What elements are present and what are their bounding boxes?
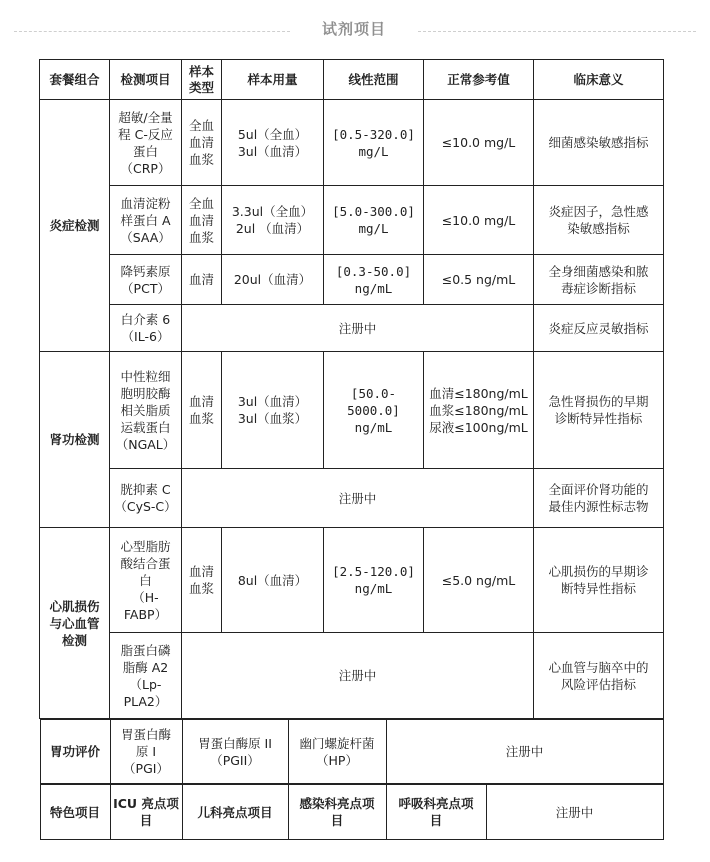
item-cell: 降钙素原 （PCT） bbox=[110, 255, 182, 305]
registering-cell: 注册中 bbox=[486, 785, 663, 840]
sample-type-cell: 血清 血浆 bbox=[182, 528, 222, 633]
significance-cell: 急性肾损伤的早期 诊断特异性指标 bbox=[534, 352, 664, 469]
table-row bbox=[40, 469, 664, 528]
significance-cell: 心血管与脑卒中的 风险评估指标 bbox=[534, 633, 664, 719]
item-cell: 幽门螺旋杆菌 （HP） bbox=[288, 720, 386, 784]
header-significance: 临床意义 bbox=[534, 60, 664, 100]
header-sample-type: 样本 类型 bbox=[182, 60, 222, 100]
item-cell: 呼吸科亮点项 目 bbox=[386, 785, 486, 840]
volume-cell: 20ul（血清） bbox=[222, 255, 324, 305]
table-row bbox=[40, 305, 664, 352]
item-cell: 超敏/全量 程 C-反应 蛋白 （CRP） bbox=[110, 100, 182, 186]
reference-cell: ≤0.5 ng/mL bbox=[424, 255, 534, 305]
significance-cell: 全身细菌感染和脓 毒症诊断指标 bbox=[534, 255, 664, 305]
item-cell: 感染科亮点项 目 bbox=[288, 785, 386, 840]
item-cell: 中性粒细 胞明胶酶 相关脂质 运载蛋白 （NGAL） bbox=[110, 352, 182, 469]
registering-cell: 注册中 bbox=[182, 633, 534, 719]
item-cell: ICU 亮点项 目 bbox=[110, 785, 182, 840]
reference-cell: 血清≤180ng/mL 血浆≤180ng/mL 尿液≤100ng/mL bbox=[424, 352, 534, 469]
header-linear-range: 线性范围 bbox=[324, 60, 424, 100]
category-inflammation: 炎症检测 bbox=[40, 100, 110, 352]
table-row bbox=[40, 719, 664, 785]
reference-cell: ≤10.0 mg/L bbox=[424, 100, 534, 186]
title-divider-right bbox=[418, 31, 696, 32]
significance-cell: 全面评价肾功能的 最佳内源性标志物 bbox=[534, 469, 664, 528]
volume-cell: 5ul（全血） 3ul（血清） bbox=[222, 100, 324, 186]
reagent-table bbox=[39, 59, 664, 840]
sample-type-cell: 血清 血浆 bbox=[182, 352, 222, 469]
header-sample-volume: 样本用量 bbox=[222, 60, 324, 100]
header-row bbox=[40, 60, 664, 100]
table-row bbox=[40, 352, 664, 469]
item-cell: 胃蛋白酶原 II （PGII） bbox=[182, 720, 288, 784]
table-row bbox=[40, 528, 664, 633]
volume-cell: 3.3ul（全血） 2ul （血清） bbox=[222, 186, 324, 255]
item-cell: 胃蛋白酶 原 I （PGI） bbox=[110, 720, 182, 784]
category-kidney: 肾功检测 bbox=[40, 352, 110, 528]
title-divider-left bbox=[14, 31, 290, 32]
volume-cell: 3ul（血清） 3ul（血浆） bbox=[222, 352, 324, 469]
category-cardio: 心肌损伤 与心血管 检测 bbox=[40, 528, 110, 719]
range-cell: [5.0-300.0] mg/L bbox=[324, 186, 424, 255]
stomach-subtable bbox=[40, 719, 664, 784]
item-cell: 血清淀粉 样蛋白 A （SAA） bbox=[110, 186, 182, 255]
item-cell: 脂蛋白磷 脂酶 A2 （Lp- PLA2） bbox=[110, 633, 182, 719]
sample-type-cell: 全血 血清 血浆 bbox=[182, 100, 222, 186]
significance-cell: 炎症反应灵敏指标 bbox=[534, 305, 664, 352]
header-reference: 正常参考值 bbox=[424, 60, 534, 100]
range-cell: [50.0-5000.0] ng/mL bbox=[324, 352, 424, 469]
range-cell: [0.3-50.0] ng/mL bbox=[324, 255, 424, 305]
significance-cell: 心肌损伤的早期诊 断特异性指标 bbox=[534, 528, 664, 633]
header-package: 套餐组合 bbox=[40, 60, 110, 100]
range-cell: [2.5-120.0] ng/mL bbox=[324, 528, 424, 633]
table-row bbox=[40, 100, 664, 186]
item-cell: 白介素 6 （IL-6） bbox=[110, 305, 182, 352]
table-row bbox=[40, 784, 664, 840]
registering-cell: 注册中 bbox=[182, 305, 534, 352]
item-cell: 儿科亮点项目 bbox=[182, 785, 288, 840]
range-cell: [0.5-320.0] mg/L bbox=[324, 100, 424, 186]
page-title: 试剂项目 bbox=[321, 20, 386, 38]
significance-cell: 细菌感染敏感指标 bbox=[534, 100, 664, 186]
sample-type-cell: 血清 bbox=[182, 255, 222, 305]
table-row bbox=[40, 633, 664, 719]
item-cell: 胱抑素 C （CyS-C） bbox=[110, 469, 182, 528]
registering-cell: 注册中 bbox=[386, 720, 663, 784]
volume-cell: 8ul（血清） bbox=[222, 528, 324, 633]
table-row bbox=[40, 255, 664, 305]
header-item: 检测项目 bbox=[110, 60, 182, 100]
table-row bbox=[40, 186, 664, 255]
sample-type-cell: 全血 血清 血浆 bbox=[182, 186, 222, 255]
registering-cell: 注册中 bbox=[182, 469, 534, 528]
featured-subtable bbox=[40, 784, 664, 840]
reference-cell: ≤5.0 ng/mL bbox=[424, 528, 534, 633]
reference-cell: ≤10.0 mg/L bbox=[424, 186, 534, 255]
category-featured: 特色项目 bbox=[40, 785, 110, 840]
title-bar bbox=[0, 0, 710, 60]
category-stomach: 胃功评价 bbox=[40, 720, 110, 784]
significance-cell: 炎症因子，急性感 染敏感指标 bbox=[534, 186, 664, 255]
item-cell: 心型脂肪 酸结合蛋 白 （H- FABP） bbox=[110, 528, 182, 633]
